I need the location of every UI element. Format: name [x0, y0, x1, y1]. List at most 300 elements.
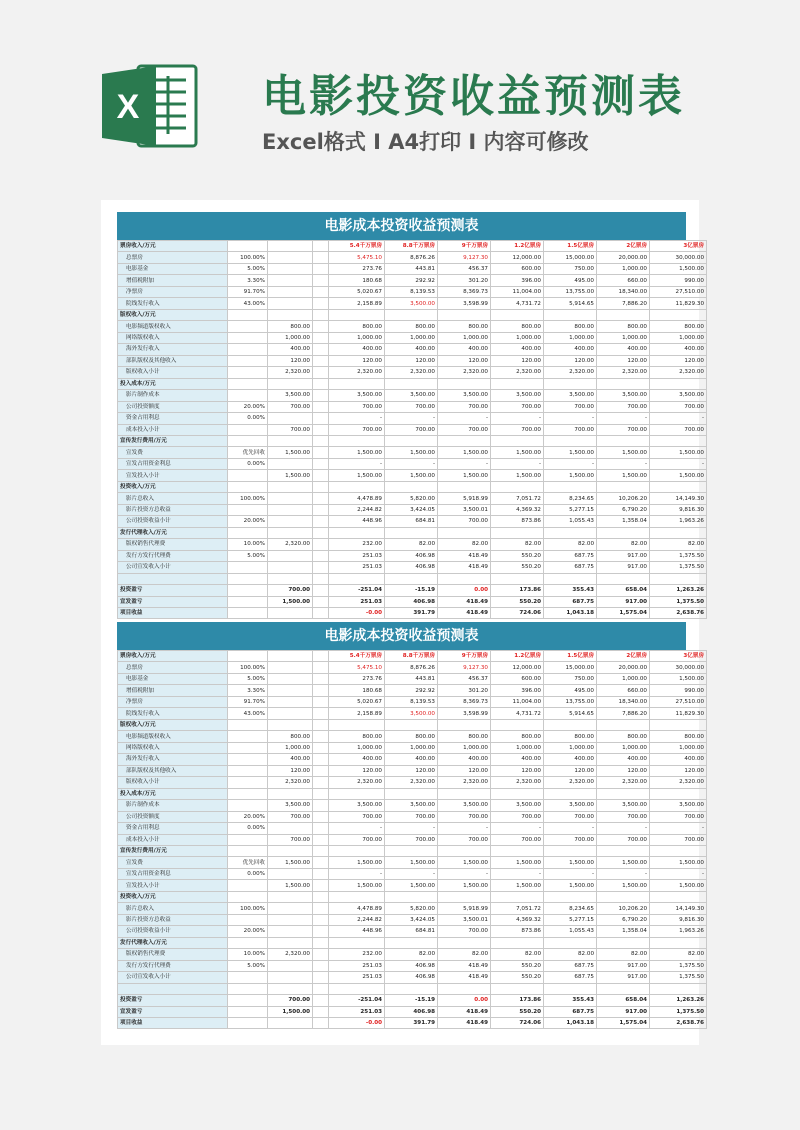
table-row: [118, 823, 707, 834]
table-cell: [313, 527, 329, 538]
table-cell: 2,244.82: [329, 914, 385, 925]
table-cell: [313, 719, 329, 730]
table-cell: 173.86: [491, 995, 544, 1006]
table-cell: 700.00: [268, 811, 313, 822]
table-cell: [385, 527, 438, 538]
table-cell: 800.00: [329, 321, 385, 332]
table-cell: 5.00%: [228, 263, 268, 274]
table-cell: [650, 937, 707, 948]
table-cell: 700.00: [268, 401, 313, 412]
table-cell: 3,500.00: [385, 390, 438, 401]
table-row: [118, 470, 707, 481]
row-label: 电影基金: [118, 263, 228, 274]
table-cell: 7,886.20: [597, 298, 650, 309]
table-cell: 82.00: [544, 539, 597, 550]
row-label: 院线发行收入: [118, 298, 228, 309]
table-cell: [313, 562, 329, 573]
table-cell: 4,369.32: [491, 914, 544, 925]
table-cell: [544, 309, 597, 320]
table-cell: 11,004.00: [491, 286, 544, 297]
table-cell: 4,478.89: [329, 903, 385, 914]
table-cell: 120.00: [385, 355, 438, 366]
table-cell: [268, 493, 313, 504]
table-cell: 20.00%: [228, 516, 268, 527]
table-cell: 700.00: [544, 401, 597, 412]
table-cell: 5.00%: [228, 673, 268, 684]
table-cell: 120.00: [650, 765, 707, 776]
table-cell: 301.20: [438, 275, 491, 286]
row-label: 公司宣发收入小计: [118, 972, 228, 983]
table-cell: 1,500.00: [268, 1006, 313, 1017]
table-row: [118, 275, 707, 286]
table-row: [118, 708, 707, 719]
table-cell: 600.00: [491, 263, 544, 274]
table-cell: 13,755.00: [544, 696, 597, 707]
table-cell: 1,375.50: [650, 596, 707, 607]
table-cell: 82.00: [385, 539, 438, 550]
table-cell: 3,500.00: [268, 390, 313, 401]
table-row: [118, 1018, 707, 1029]
row-label: 公司投资收益小计: [118, 516, 228, 527]
table-cell: [313, 754, 329, 765]
table-cell: [491, 573, 544, 584]
table-cell: 273.76: [329, 673, 385, 684]
table-cell: 4,478.89: [329, 493, 385, 504]
table-cell: [268, 673, 313, 684]
table-row: [118, 857, 707, 868]
table-cell: 2,320.00: [491, 367, 544, 378]
table-cell: 9,816.30: [650, 504, 707, 515]
row-label: [118, 573, 228, 584]
table-cell: 800.00: [544, 321, 597, 332]
table-row: [118, 401, 707, 412]
table-cell: -: [329, 413, 385, 424]
table-cell: [313, 651, 329, 662]
table-cell: 400.00: [268, 754, 313, 765]
table-cell: 1,055.43: [544, 516, 597, 527]
table-cell: 600.00: [491, 673, 544, 684]
table-cell: 7,051.72: [491, 903, 544, 914]
table-cell: 800.00: [438, 731, 491, 742]
table-cell: [650, 719, 707, 730]
table-cell: [650, 378, 707, 389]
table-row: [118, 390, 707, 401]
row-label: 成本投入小计: [118, 834, 228, 845]
table-cell: [228, 390, 268, 401]
table-row: [118, 880, 707, 891]
table-cell: [313, 972, 329, 983]
table-cell: 2,320.00: [438, 777, 491, 788]
table-row: [118, 298, 707, 309]
table-cell: 2,320.00: [544, 367, 597, 378]
table-cell: 5,914.65: [544, 298, 597, 309]
table-cell: 700.00: [544, 834, 597, 845]
table-cell: [329, 788, 385, 799]
table-cell: 443.81: [385, 263, 438, 274]
table-cell: [438, 788, 491, 799]
table-cell: 400.00: [544, 344, 597, 355]
table-cell: 800.00: [650, 321, 707, 332]
table-cell: 120.00: [329, 765, 385, 776]
table-cell: 1,500.00: [491, 447, 544, 458]
table-cell: 6,790.20: [597, 504, 650, 515]
row-label: 投入成本/万元: [118, 378, 228, 389]
table-cell: 1,500.00: [329, 447, 385, 458]
table-cell: 0.00: [438, 995, 491, 1006]
row-label: 投资收入/万元: [118, 891, 228, 902]
table-cell: 2亿票房: [597, 651, 650, 662]
table-row: [118, 516, 707, 527]
table-cell: 5,820.00: [385, 903, 438, 914]
table-cell: 8,139.53: [385, 286, 438, 297]
table-cell: [268, 983, 313, 994]
table-cell: 2,320.00: [650, 777, 707, 788]
table-cell: 700.00: [650, 401, 707, 412]
row-label: 影片总收入: [118, 493, 228, 504]
table-cell: [313, 435, 329, 446]
table-cell: [268, 662, 313, 673]
table-cell: 400.00: [268, 344, 313, 355]
row-label: 总票房: [118, 662, 228, 673]
row-label: 宣传发行费用/万元: [118, 845, 228, 856]
table-cell: [385, 378, 438, 389]
table-cell: -0.00: [329, 608, 385, 619]
table-cell: 1,575.04: [597, 1018, 650, 1029]
table-cell: [313, 241, 329, 252]
table-cell: [228, 995, 268, 1006]
table-cell: 1,000.00: [438, 332, 491, 343]
table-row: [118, 596, 707, 607]
table-cell: [544, 845, 597, 856]
table-cell: 9,127.30: [438, 252, 491, 263]
row-label: 宣发占用资金利息: [118, 868, 228, 879]
table-cell: 173.86: [491, 585, 544, 596]
row-label: 影片制作成本: [118, 390, 228, 401]
table-cell: 1,500.00: [438, 880, 491, 891]
table-cell: [228, 585, 268, 596]
table-cell: 2,158.89: [329, 708, 385, 719]
table-cell: [268, 926, 313, 937]
table-cell: 9千万票房: [438, 241, 491, 252]
table-cell: 5.4千万票房: [329, 651, 385, 662]
table-cell: 1,263.26: [650, 585, 707, 596]
table-cell: 1,358.04: [597, 516, 650, 527]
table-cell: [268, 504, 313, 515]
table-cell: 495.00: [544, 275, 597, 286]
table-cell: -: [650, 413, 707, 424]
table-cell: 1,500.00: [385, 857, 438, 868]
table-cell: 3,500.00: [597, 800, 650, 811]
table-cell: [313, 857, 329, 868]
table-cell: 2,320.00: [329, 367, 385, 378]
table-cell: 700.00: [268, 834, 313, 845]
table-cell: [650, 527, 707, 538]
table-cell: 8,369.73: [438, 696, 491, 707]
table-cell: [228, 788, 268, 799]
table-cell: 1,500.00: [544, 447, 597, 458]
table-cell: [597, 309, 650, 320]
table-cell: 1,500.00: [544, 857, 597, 868]
table-cell: 658.04: [597, 585, 650, 596]
table-cell: 700.00: [597, 834, 650, 845]
table-cell: [313, 926, 329, 937]
table-cell: 400.00: [650, 344, 707, 355]
table-cell: 1,375.50: [650, 1006, 707, 1017]
table-cell: 120.00: [438, 355, 491, 366]
table-cell: [329, 309, 385, 320]
table-cell: 15,000.00: [544, 252, 597, 263]
table-cell: 5,277.15: [544, 914, 597, 925]
table-cell: 700.00: [268, 585, 313, 596]
table-cell: 750.00: [544, 673, 597, 684]
table-cell: 5,820.00: [385, 493, 438, 504]
table-cell: 724.06: [491, 1018, 544, 1029]
table-cell: [228, 435, 268, 446]
table-cell: 3,500.00: [650, 390, 707, 401]
table-cell: 1,375.50: [650, 550, 707, 561]
table-cell: -: [491, 868, 544, 879]
table-cell: 8,876.26: [385, 662, 438, 673]
row-label: 电影频道版权收入: [118, 731, 228, 742]
table-cell: -: [597, 868, 650, 879]
table-cell: 1,500.00: [650, 880, 707, 891]
table-cell: [438, 435, 491, 446]
table-cell: 1,000.00: [597, 332, 650, 343]
row-label: 宣发投入小计: [118, 880, 228, 891]
table-cell: 6,790.20: [597, 914, 650, 925]
table-cell: [650, 845, 707, 856]
table-cell: 1,500.00: [491, 880, 544, 891]
table-cell: -: [329, 458, 385, 469]
row-label: 增值税附加: [118, 275, 228, 286]
table-cell: 400.00: [491, 754, 544, 765]
table-cell: 700.00: [491, 811, 544, 822]
table-cell: 700.00: [438, 516, 491, 527]
table-cell: 1,000.00: [650, 332, 707, 343]
table-cell: 11,829.30: [650, 298, 707, 309]
table-cell: [313, 823, 329, 834]
table-cell: [313, 1006, 329, 1017]
table-cell: [597, 845, 650, 856]
table-cell: -: [438, 823, 491, 834]
table-cell: [313, 995, 329, 1006]
table-cell: -251.04: [329, 995, 385, 1006]
table-cell: 917.00: [597, 960, 650, 971]
table-cell: [313, 685, 329, 696]
table-cell: 800.00: [329, 731, 385, 742]
table-cell: 3,500.00: [385, 708, 438, 719]
table-cell: 1,263.26: [650, 995, 707, 1006]
table-cell: 1,500.00: [329, 470, 385, 481]
table-cell: [650, 481, 707, 492]
table-cell: 1,358.04: [597, 926, 650, 937]
table-cell: 1,963.26: [650, 926, 707, 937]
table-cell: 418.49: [438, 1018, 491, 1029]
table-cell: [313, 344, 329, 355]
table-cell: 3,500.00: [385, 298, 438, 309]
table-cell: 43.00%: [228, 298, 268, 309]
table-cell: [544, 983, 597, 994]
table-cell: -: [491, 458, 544, 469]
table-cell: [268, 868, 313, 879]
row-label: 总票房: [118, 252, 228, 263]
table-cell: [268, 309, 313, 320]
table-cell: [268, 845, 313, 856]
table-cell: 3,424.05: [385, 504, 438, 515]
spreadsheet-copy-2: [117, 622, 704, 1029]
table-cell: [268, 562, 313, 573]
table-cell: 800.00: [491, 731, 544, 742]
row-label: 发行方发行代理费: [118, 960, 228, 971]
table-cell: 5,914.65: [544, 708, 597, 719]
page-title: 电影投资收益预测表: [262, 71, 685, 122]
table-cell: 1,043.18: [544, 1018, 597, 1029]
table-cell: [313, 286, 329, 297]
table-cell: 1,500.00: [329, 880, 385, 891]
table-cell: 800.00: [544, 731, 597, 742]
table-cell: 251.03: [329, 562, 385, 573]
table-row: [118, 995, 707, 1006]
table-cell: 700.00: [329, 424, 385, 435]
table-cell: [268, 685, 313, 696]
row-label: 宣发投入小计: [118, 470, 228, 481]
table-cell: [228, 914, 268, 925]
row-label: 部队版权及其他收入: [118, 355, 228, 366]
table-cell: 2,638.76: [650, 1018, 707, 1029]
table-cell: [268, 972, 313, 983]
table-cell: [544, 573, 597, 584]
row-label: 资金占用利息: [118, 413, 228, 424]
table-cell: 687.75: [544, 960, 597, 971]
table-cell: 700.00: [544, 424, 597, 435]
table-cell: [313, 263, 329, 274]
table-row: [118, 539, 707, 550]
table-row: [118, 800, 707, 811]
table-cell: [228, 765, 268, 776]
table-cell: -: [544, 458, 597, 469]
table-row: [118, 788, 707, 799]
table-cell: 406.98: [385, 1006, 438, 1017]
table-cell: -: [329, 823, 385, 834]
table-cell: 700.00: [329, 401, 385, 412]
table-cell: 355.43: [544, 995, 597, 1006]
table-cell: 3,500.00: [491, 390, 544, 401]
table-row: [118, 960, 707, 971]
table-cell: 400.00: [385, 754, 438, 765]
table-row: [118, 367, 707, 378]
table-cell: [313, 539, 329, 550]
table-row: [118, 1006, 707, 1017]
table-cell: [385, 435, 438, 446]
table-cell: 1,500.00: [597, 857, 650, 868]
table-cell: 120.00: [438, 765, 491, 776]
table-cell: [268, 696, 313, 707]
table-cell: 120.00: [268, 765, 313, 776]
table-cell: 687.75: [544, 550, 597, 561]
table-cell: 687.75: [544, 596, 597, 607]
table-cell: 251.03: [329, 596, 385, 607]
row-label: 部队版权及其他收入: [118, 765, 228, 776]
table-cell: [491, 435, 544, 446]
table-cell: 5.00%: [228, 550, 268, 561]
table-cell: [438, 481, 491, 492]
table-cell: 2,320.00: [491, 777, 544, 788]
table-cell: [313, 413, 329, 424]
table-cell: [438, 983, 491, 994]
table-cell: 1,500.00: [544, 470, 597, 481]
table-cell: 2,320.00: [268, 777, 313, 788]
table-cell: 2,320.00: [268, 539, 313, 550]
table-cell: [313, 332, 329, 343]
table-cell: [228, 470, 268, 481]
table-cell: 7,886.20: [597, 708, 650, 719]
table-cell: [228, 321, 268, 332]
table-cell: 700.00: [385, 834, 438, 845]
table-cell: [329, 435, 385, 446]
table-cell: 82.00: [650, 949, 707, 960]
table-cell: 873.86: [491, 926, 544, 937]
table-cell: [313, 573, 329, 584]
table-cell: 0.00: [438, 585, 491, 596]
table-cell: [313, 309, 329, 320]
table-cell: -: [438, 868, 491, 879]
table-cell: 1,000.00: [491, 742, 544, 753]
row-label: 票房收入/万元: [118, 651, 228, 662]
table-cell: 700.00: [597, 401, 650, 412]
table-cell: 2,320.00: [544, 777, 597, 788]
table-cell: 400.00: [544, 754, 597, 765]
table-cell: [491, 937, 544, 948]
table-cell: [313, 1018, 329, 1029]
table-cell: 700.00: [329, 834, 385, 845]
table-cell: [385, 719, 438, 730]
table-cell: [313, 788, 329, 799]
table-cell: 1,963.26: [650, 516, 707, 527]
table-cell: 1,000.00: [544, 332, 597, 343]
table-cell: 10,206.20: [597, 903, 650, 914]
table-cell: 1,000.00: [385, 742, 438, 753]
table-cell: [385, 481, 438, 492]
table-cell: 43.00%: [228, 708, 268, 719]
table-cell: -: [597, 823, 650, 834]
table-cell: 418.49: [438, 562, 491, 573]
table-cell: 1,500.00: [650, 857, 707, 868]
table-cell: 100.00%: [228, 493, 268, 504]
table-cell: 495.00: [544, 685, 597, 696]
row-label: 净票房: [118, 696, 228, 707]
row-label: 宣传发行费用/万元: [118, 435, 228, 446]
table-cell: 1,000.00: [329, 742, 385, 753]
table-row: [118, 673, 707, 684]
table-cell: 1,000.00: [597, 263, 650, 274]
table-row: [118, 983, 707, 994]
table-cell: [313, 470, 329, 481]
table-cell: [385, 573, 438, 584]
table-cell: 5.4千万票房: [329, 241, 385, 252]
table-cell: 456.37: [438, 263, 491, 274]
table-cell: [228, 424, 268, 435]
table-cell: 406.98: [385, 562, 438, 573]
table-cell: 120.00: [491, 355, 544, 366]
table-cell: [228, 367, 268, 378]
table-cell: 3,500.00: [491, 800, 544, 811]
table-cell: [313, 252, 329, 263]
table-cell: [313, 504, 329, 515]
table-cell: 0.00%: [228, 823, 268, 834]
table-cell: 120.00: [544, 765, 597, 776]
table-cell: 4,369.32: [491, 504, 544, 515]
table-cell: -: [329, 868, 385, 879]
